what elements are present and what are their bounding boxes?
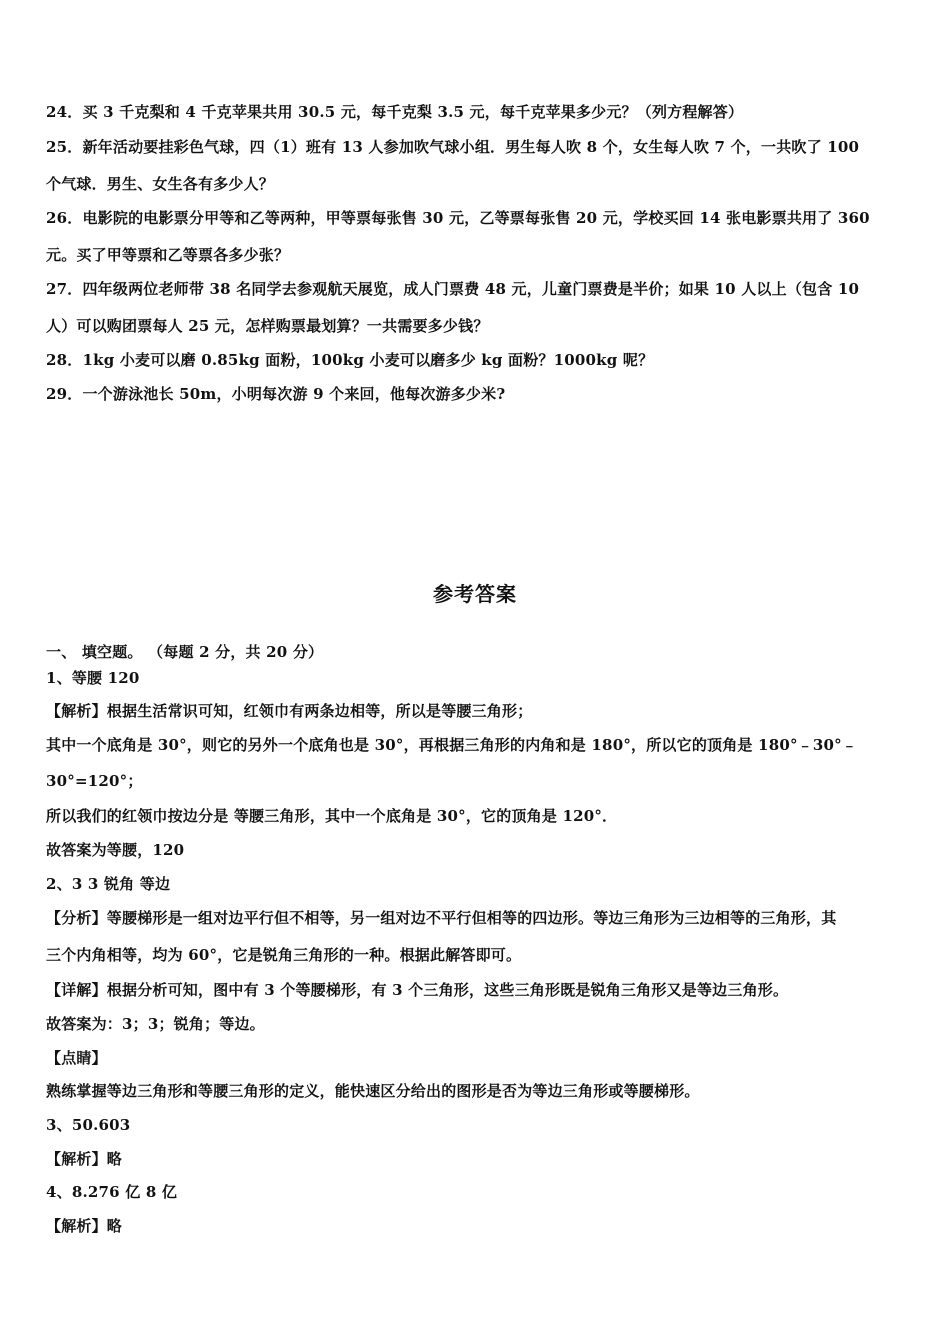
- answers-title: 参考答案: [433, 582, 517, 606]
- answer-line: 【解析】略: [46, 1217, 123, 1235]
- answer-line: 1、等腰 120: [46, 669, 140, 687]
- answer-line: 故答案为：3；3；锐角；等边。: [46, 1015, 265, 1033]
- answer-line: 【解析】略: [46, 1150, 123, 1168]
- answer-line: 其中一个底角是 30°，则它的另外一个底角也是 30°，再根据三角形的内角和是 180°，所以它的顶角是 180°﹣30°﹣: [46, 736, 858, 754]
- question-28-line-1: 28．1kg 小麦可以磨 0.85kg 面粉，100kg 小麦可以磨多少 kg 面粉？1000kg 呢？: [46, 351, 654, 369]
- answer-line: 4、8.276 亿 8 亿: [46, 1183, 178, 1201]
- question-27-line-1: 27．四年级两位老师带 38 名同学去参观航天展览，成人门票费 48 元，儿童门票费是半价；如果 10 人以上（包含 10: [46, 280, 860, 298]
- question-27-line-2: 人）可以购团票每人 25 元，怎样购票最划算？一共需要多少钱？: [46, 317, 489, 335]
- question-25-line-1: 25．新年活动要挂彩色气球，四（1）班有 13 人参加吹气球小组．男生每人吹 8 个，女生每人吹 7 个，一共吹了 100: [46, 138, 860, 156]
- question-26-line-2: 元。买了甲等票和乙等票各多少张？: [46, 246, 290, 264]
- answer-line: 【解析】根据生活常识可知，红领巾有两条边相等，所以是等腰三角形；: [46, 702, 533, 720]
- answer-line: 30°=120°；: [46, 772, 143, 790]
- question-24-line-1: 24．买 3 千克梨和 4 千克苹果共用 30.5 元，每千克梨 3.5 元，每千克苹果多少元？（列方程解答）: [46, 103, 744, 121]
- answer-line: 故答案为等腰，120: [46, 841, 185, 859]
- answer-line: 2、3 3 锐角 等边: [46, 875, 171, 893]
- question-29-line-1: 29．一个游泳池长 50m，小明每次游 9 个来回，他每次游多少米?: [46, 385, 506, 403]
- question-25-line-2: 个气球．男生、女生各有多少人？: [46, 175, 275, 193]
- answer-line: 3、50.603: [46, 1116, 131, 1134]
- answer-line: 所以我们的红领巾按边分是 等腰三角形，其中一个底角是 30°，它的顶角是 120°．: [46, 807, 618, 825]
- answer-line: 三个内角相等，均为 60°，它是锐角三角形的一种。根据此解答即可。: [46, 946, 522, 964]
- answer-line: 【分析】等腰梯形是一组对边平行但不相等，另一组对边不平行但相等的四边形。等边三角形为三边相等的三角形，其: [46, 909, 837, 927]
- question-26-line-1: 26．电影院的电影票分甲等和乙等两种，甲等票每张售 30 元，乙等票每张售 20 元，学校买回 14 张电影票共用了 360: [46, 209, 870, 227]
- answer-line: 【详解】根据分析可知，图中有 3 个等腰梯形，有 3 个三角形，这些三角形既是锐角三角形又是等边三角形。: [46, 981, 789, 999]
- answer-line: 【点睛】: [46, 1049, 107, 1067]
- answer-line: 熟练掌握等边三角形和等腰三角形的定义，能快速区分给出的图形是否为等边三角形或等腰梯形。: [46, 1082, 700, 1100]
- answer-line: 一、 填空题。 （每题 2 分，共 20 分）: [46, 643, 324, 661]
